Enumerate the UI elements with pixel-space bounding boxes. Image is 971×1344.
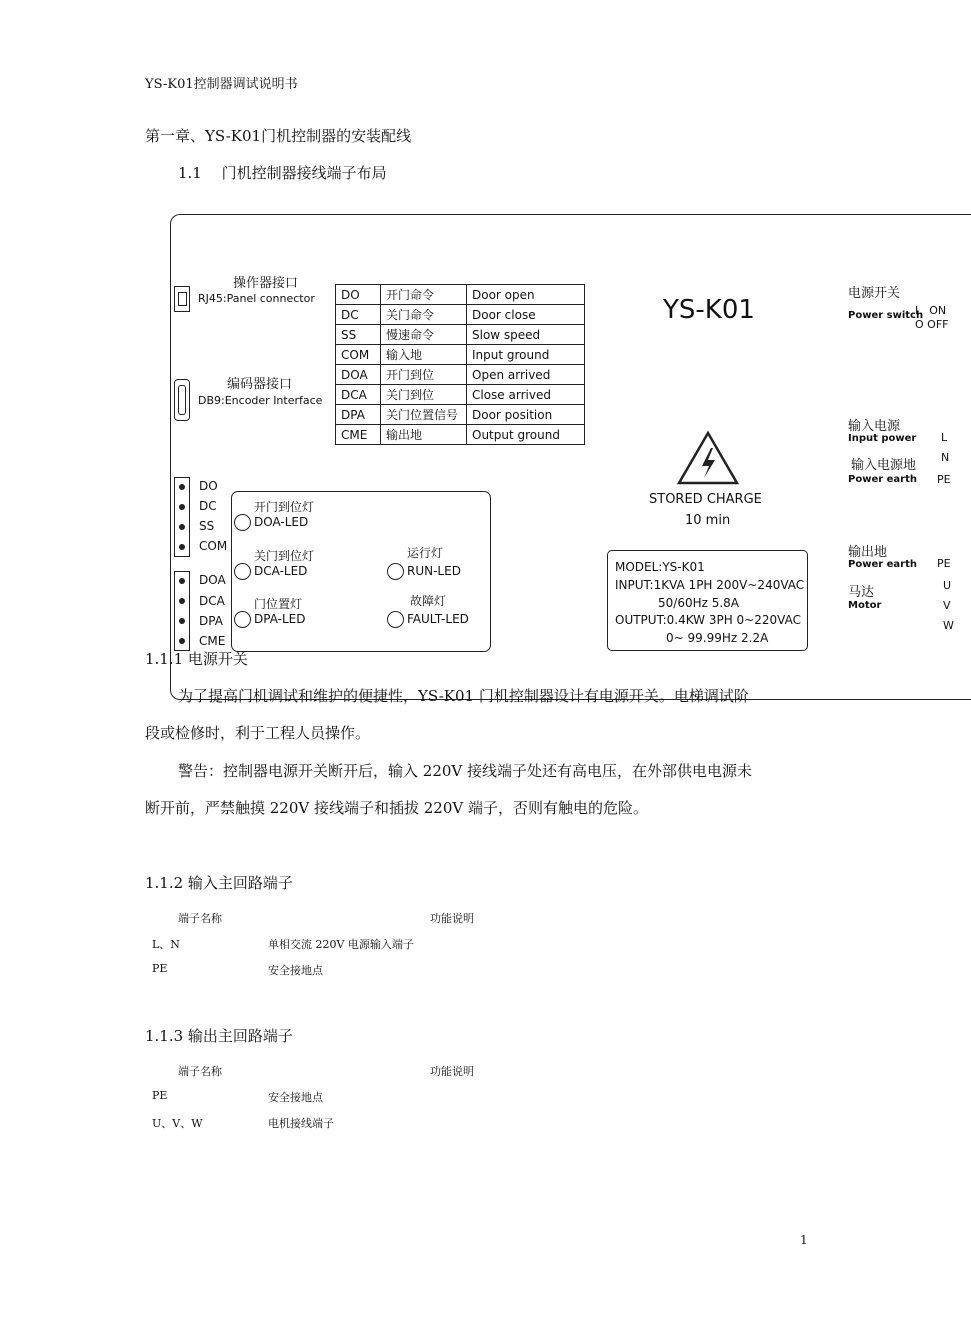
input-power-label-en: Input power <box>848 433 917 444</box>
doa-led-label: DOA-LED <box>254 515 309 529</box>
table-row <box>336 365 585 385</box>
stored-charge-time: 10 min <box>685 513 731 528</box>
table-header-name: 端子名称 <box>178 1065 222 1078</box>
terminal-label: DC <box>199 499 217 513</box>
run-led-label-cn: 运行灯 <box>407 546 444 560</box>
terminal-label: DO <box>199 479 218 493</box>
fault-led-label: FAULT-LED <box>407 612 469 626</box>
terminal-w-label: W <box>943 619 954 632</box>
signal-code: DC <box>336 305 381 325</box>
section-1-1-1-heading: 1.1.1 电源开关 <box>145 650 248 668</box>
table-cell-desc: 电机接线端子 <box>268 1117 334 1130</box>
output-earth-label-cn: 输出地 <box>848 545 888 560</box>
model-title: YS-K01 <box>663 295 755 325</box>
table-header-desc: 功能说明 <box>430 1065 474 1078</box>
dpa-led-label-cn: 门位置灯 <box>254 597 303 611</box>
terminal-pe-input-label: PE <box>937 473 951 486</box>
led-circle-icon <box>387 563 404 580</box>
encoder-label-cn: 编码器接口 <box>227 377 293 392</box>
input-earth-label-en: Power earth <box>848 474 917 485</box>
signal-name-en: Input ground <box>467 345 585 365</box>
fault-led <box>387 611 469 628</box>
chapter-title: 第一章、YS-K01门机控制器的安装配线 <box>145 127 412 145</box>
signal-code: COM <box>336 345 381 365</box>
table-cell-name: U、V、W <box>152 1117 203 1130</box>
led-circle-icon <box>387 611 404 628</box>
table-header-desc: 功能说明 <box>430 912 474 925</box>
dca-led-label-cn: 关门到位灯 <box>254 549 315 563</box>
doa-led-label-cn: 开门到位灯 <box>254 500 315 514</box>
paragraph-line: 段或检修时，利于工程人员操作。 <box>145 724 371 742</box>
encoder-label-en: DB9:Encoder Interface <box>198 394 323 407</box>
led-indicator-panel <box>231 491 491 652</box>
terminal-u-label: U <box>943 579 952 592</box>
table-row <box>336 325 585 345</box>
led-circle-icon <box>234 563 251 580</box>
stored-charge-text: STORED CHARGE <box>649 492 762 507</box>
signal-name-cn: 开门命令 <box>381 285 467 305</box>
high-voltage-warning-icon <box>676 430 740 486</box>
signal-name-en: Door position <box>467 405 585 425</box>
paragraph-line: 断开前，严禁触摸 220V 接线端子和插拔 220V 端子，否则有触电的危险。 <box>145 799 649 817</box>
motor-label-en: Motor <box>848 600 882 611</box>
terminal-label: DCA <box>199 594 225 608</box>
panel-connector-label-cn: 操作器接口 <box>233 276 299 291</box>
input-power-label-cn: 输入电源 <box>848 419 901 434</box>
table-header-name: 端子名称 <box>178 912 222 925</box>
paragraph-line: 为了提高门机调试和维护的便捷性，YS-K01 门机控制器设计有电源开关。电梯调试阶 <box>178 687 749 705</box>
terminal-label: DOA <box>199 573 226 587</box>
motor-label-cn: 马达 <box>848 585 875 600</box>
spec-line: INPUT:1KVA 1PH 200V~240VAC <box>615 578 805 592</box>
doa-led <box>234 514 308 531</box>
table-row <box>336 405 585 425</box>
table-cell-desc: 安全接地点 <box>268 1091 323 1104</box>
input-terminal-block <box>174 477 190 557</box>
signal-name-cn: 慢速命令 <box>381 325 467 345</box>
section-1-1-heading: 1.1 门机控制器接线端子布局 <box>178 164 387 182</box>
db9-connector-icon <box>174 379 190 421</box>
table-cell-desc: 单相交流 220V 电源输入端子 <box>268 938 414 951</box>
table-row <box>336 345 585 365</box>
panel-connector-label-en: RJ45:Panel connector <box>198 292 315 305</box>
signal-command-table <box>335 284 585 445</box>
led-circle-icon <box>234 514 251 531</box>
dca-led-label: DCA-LED <box>254 564 308 578</box>
run-led-label: RUN-LED <box>407 564 461 578</box>
terminal-v-label: V <box>943 599 951 612</box>
power-switch-label-cn: 电源开关 <box>848 286 901 301</box>
input-earth-label-cn: 输入电源地 <box>851 458 917 473</box>
signal-code: DO <box>336 285 381 305</box>
spec-line: 50/60Hz 5.8A <box>658 596 740 610</box>
signal-name-cn: 关门位置信号 <box>381 405 467 425</box>
signal-name-cn: 关门命令 <box>381 305 467 325</box>
rj45-connector-icon <box>174 286 190 312</box>
document-header: YS-K01控制器调试说明书 <box>145 77 298 92</box>
page-number: 1 <box>800 1233 808 1247</box>
model-spec-box <box>607 550 808 651</box>
switch-on-label: I ON <box>915 304 947 317</box>
dpa-led <box>234 611 306 628</box>
terminal-label: DPA <box>199 614 223 628</box>
signal-code: CME <box>336 425 381 445</box>
terminal-l-label: L <box>941 431 948 444</box>
spec-line: MODEL:YS-K01 <box>615 560 705 574</box>
signal-name-cn: 输入地 <box>381 345 467 365</box>
terminal-pe-output-label: PE <box>937 557 951 570</box>
spec-line: 0~ 99.99Hz 2.2A <box>666 631 769 645</box>
run-led <box>387 563 461 580</box>
signal-name-en: Open arrived <box>467 365 585 385</box>
spec-line: OUTPUT:0.4KW 3PH 0~220VAC <box>615 613 801 627</box>
signal-name-cn: 输出地 <box>381 425 467 445</box>
table-cell-desc: 安全接地点 <box>268 964 323 977</box>
section-1-1-3-heading: 1.1.3 输出主回路端子 <box>145 1027 293 1045</box>
terminal-label: CME <box>199 634 226 648</box>
section-1-1-2-heading: 1.1.2 输入主回路端子 <box>145 874 293 892</box>
led-circle-icon <box>234 611 251 628</box>
table-row <box>336 425 585 445</box>
signal-name-en: Door open <box>467 285 585 305</box>
table-row <box>336 305 585 325</box>
signal-name-en: Slow speed <box>467 325 585 345</box>
signal-name-en: Door close <box>467 305 585 325</box>
dpa-led-label: DPA-LED <box>254 612 306 626</box>
table-cell-name: L、N <box>152 938 180 951</box>
table-cell-name: PE <box>152 962 168 975</box>
signal-code: SS <box>336 325 381 345</box>
signal-name-cn: 关门到位 <box>381 385 467 405</box>
terminal-label: COM <box>199 539 228 553</box>
table-cell-name: PE <box>152 1089 168 1102</box>
output-terminal-block <box>174 571 190 651</box>
paragraph-line: 警告：控制器电源开关断开后，输入 220V 接线端子处还有高电压，在外部供电电源未 <box>178 762 753 780</box>
dca-led <box>234 563 307 580</box>
terminal-label: SS <box>199 519 215 533</box>
power-switch-label-en: Power switch <box>848 310 924 321</box>
table-row <box>336 285 585 305</box>
signal-name-en: Output ground <box>467 425 585 445</box>
signal-code: DCA <box>336 385 381 405</box>
table-row <box>336 385 585 405</box>
signal-code: DPA <box>336 405 381 425</box>
output-earth-label-en: Power earth <box>848 559 917 570</box>
switch-off-label: O OFF <box>915 318 949 331</box>
signal-code: DOA <box>336 365 381 385</box>
fault-led-label-cn: 故障灯 <box>410 594 447 608</box>
signal-name-en: Close arrived <box>467 385 585 405</box>
wiring-diagram <box>170 214 971 700</box>
terminal-n-label: N <box>941 451 950 464</box>
signal-name-cn: 开门到位 <box>381 365 467 385</box>
